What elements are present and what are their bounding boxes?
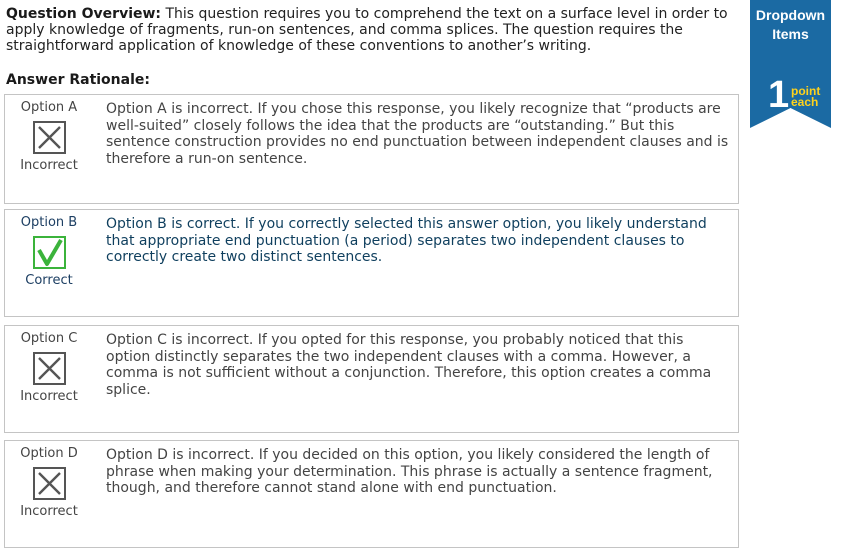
ribbon-points-unit: point each [791,84,821,109]
option-a-result: Incorrect [20,158,78,173]
x-box-icon [33,352,66,385]
option-d-result: Incorrect [20,504,78,519]
option-a-explanation: Option A is incorrect. If you chose this response, you likely recognize that “products are well-suited” closely follows the idea that the products are “outstanding.” But this sentence construction provides no end punctuation between independent clauses and is therefore a run-on sentence. [106,101,729,167]
answer-rationale-heading: Answer Rationale: [6,72,150,88]
option-c-label: Option C [20,331,78,346]
check-box-icon [33,236,66,269]
option-b-panel [4,209,739,317]
option-a-status [10,100,88,173]
option-d-status [10,446,88,519]
option-c-status [10,331,88,404]
option-d-panel [4,440,739,548]
ribbon-points: 1 [768,74,790,116]
overview-text: This question requires you to comprehend the text on a surface level in order to apply knowledge of fragments, run-on sentences, and comma splices. The question requires the straightforward application of knowledge of these conventions to another’s writing. [6,6,728,54]
option-d-label: Option D [20,446,78,461]
option-c-explanation: Option C is incorrect. If you opted for this response, you probably noticed that this option distinctly separates the two independent clauses with a comma. However, a comma is not sufficient without a conjunction. Therefore, this option creates a comma splice. [106,332,712,398]
option-b-label: Option B [20,215,78,230]
x-box-icon [33,121,66,154]
option-a-label: Option A [20,100,78,115]
ribbon-title: Dropdown Items [755,7,826,42]
option-a-panel [4,94,739,204]
option-d-explanation: Option D is incorrect. If you decided on this option, you likely considered the length of phrase when making your determination. This phrase is actually a sentence fragment, though, and therefore cannot stand alone with end punctuation. [106,447,713,496]
option-b-status [10,215,88,288]
option-c-panel [4,325,739,433]
option-c-result: Incorrect [20,389,78,404]
option-b-result: Correct [25,273,73,288]
question-overview [6,6,738,54]
option-b-explanation: Option B is correct. If you correctly selected this answer option, you likely understand that appropriate end punctuation (a period) separates two independent clauses to correctly create two distinct sentences. [106,216,707,265]
x-box-icon [33,467,66,500]
overview-label: Question Overview: [6,6,162,22]
